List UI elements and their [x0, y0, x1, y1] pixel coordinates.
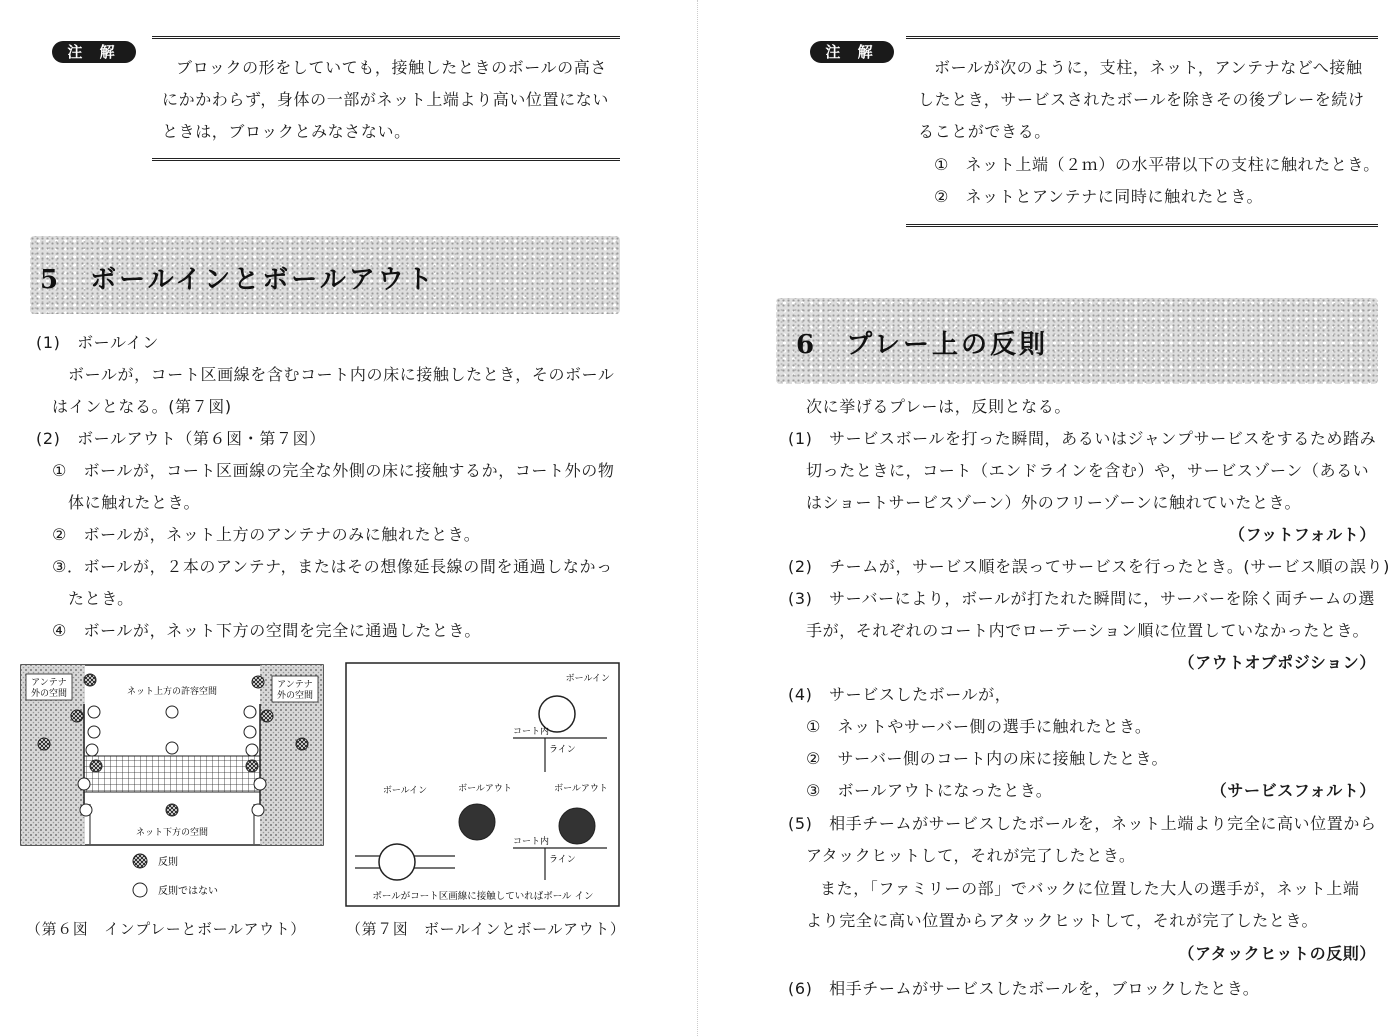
s6-line-20: (6) 相手チームがサービスしたボールを，ブロックしたとき。	[788, 979, 1260, 998]
s5-line-6: 体に触れたとき。	[68, 493, 201, 512]
s5-line-5: ① ボールが，コート区画線の完全な外側の床に接触するか，コート外の物	[52, 461, 615, 480]
note-line-3-right: ることができる。	[918, 122, 1051, 141]
s5-line-9: たとき。	[68, 589, 134, 608]
fig6-caption: （第６図 インプレーとボールアウト）	[26, 920, 306, 938]
s6-line-4: はショートサービスゾーン）外のフリーゾーンに触れていたとき。	[806, 493, 1302, 512]
s6-line-7: (3) サーバーにより，ボールが打たれた瞬間に，サーバーを除く両チームの選	[788, 589, 1375, 608]
fig6-foul-ball	[71, 710, 83, 722]
fig6-antenna-right-2: 外の空間	[276, 691, 314, 701]
fig7-ball-in-top: ボールイン	[565, 674, 610, 684]
s6-line-8: 手が，それぞれのコート内でローテーション順に位置していなかったとき。	[806, 621, 1370, 640]
note-line-5-right: ② ネットとアンテナに同時に触れたとき。	[934, 187, 1264, 206]
note-bottom-rule-right	[906, 224, 1378, 227]
fig6-above-label: ネット上方の許容空間	[126, 687, 218, 697]
fig6-legend-foul: 反則	[158, 857, 178, 868]
fig6-ok-ball	[166, 706, 178, 718]
s6-line-13: ③ ボールアウトになったとき。	[806, 781, 1053, 800]
note-top-rule-right	[906, 36, 1378, 39]
fig6-foul-ball	[246, 760, 258, 772]
figure-7	[345, 662, 621, 908]
fig7-line-label-2: ライン	[549, 855, 576, 865]
note-line-1-right: ボールが次のように，支柱，ネット，アンテナなどへ接触	[934, 58, 1363, 77]
fig6-antenna-left-2: 外の空間	[30, 689, 68, 699]
fig6-net	[84, 756, 260, 792]
s6-line-15: (5) 相手チームがサービスしたボールを，ネット上端より完全に高い位置から	[788, 814, 1377, 833]
s5-line-3: はインとなる。(第７図)	[52, 397, 232, 416]
s6-line-10: (4) サービスしたボールが，	[788, 685, 1012, 704]
note-line-2-right: したとき，サービスされたボールを除きその後プレーを続け	[918, 90, 1365, 109]
note-line-4-right: ① ネット上端（２ｍ）の水平帯以下の支柱に触れたとき。	[934, 155, 1380, 174]
fig6-foul-ball	[90, 760, 102, 772]
fig6-ok-ball	[166, 742, 178, 754]
fig6-ok-ball	[246, 744, 258, 756]
s6-line-12: ② サーバー側のコート内の床に接触したとき。	[806, 749, 1169, 768]
note-line-3-left: ときは，ブロックとみなさない。	[162, 122, 411, 141]
fig7-court-in-2: コート内	[513, 837, 550, 847]
s6-service-fault: （サービスフォルト）	[1210, 781, 1376, 800]
s6-line-17: また，「ファミリーの部」でバックに位置した大人の選手が，ネット上端	[820, 879, 1360, 898]
fig7-ball-out-right: ボールアウト	[554, 784, 608, 794]
fig6-foul-ball	[38, 738, 50, 750]
s5-line-1: (1) ボールイン	[36, 333, 159, 352]
s6-attack-hit-foul: （アタックヒットの反則）	[1178, 944, 1376, 963]
fig7-ball-in-left-ball	[379, 844, 415, 880]
s5-line-2: ボールが，コート区画線を含むコート内の床に接触したとき，そのボール	[68, 365, 615, 384]
s5-line-8: ③．ボールが，２本のアンテナ，またはその想像延長線の間を通過しなかっ	[52, 557, 613, 576]
s5-line-10: ④ ボールが，ネット下方の空間を完全に通過したとき。	[52, 621, 481, 640]
fig6-ok-ball	[254, 778, 266, 790]
note-bottom-rule-left	[152, 158, 620, 161]
note-badge-right: 注 解	[810, 41, 894, 63]
fig7-ball-in-left: ボールイン	[382, 786, 428, 796]
fig6-ok-ball	[80, 804, 92, 816]
fig6-ok-ball	[244, 726, 256, 738]
fig6-legend-ok-icon	[133, 883, 147, 897]
note-line-2-left: にかかわらず，身体の一部がネット上端より高い位置にない	[162, 90, 609, 109]
fig6-ok-ball	[88, 706, 100, 718]
fig6-foul-ball	[296, 738, 308, 750]
fig6-ok-ball	[244, 706, 256, 718]
fig6-below-label: ネット下方の空間	[135, 828, 209, 838]
s6-out-of-position: （アウトオブポジション）	[1178, 653, 1376, 672]
fig6-ok-ball	[88, 726, 100, 738]
note-line-1-left: ブロックの形をしていても，接触したときのボールの高さ	[176, 58, 607, 77]
fig7-bottom-note: ボールがコート区画線に接触していればボール イン	[372, 891, 594, 902]
page-divider	[697, 0, 698, 1036]
fig6-ok-ball	[78, 778, 90, 790]
fig6-foul-ball	[261, 710, 273, 722]
s6-line-3: 切ったときに，コート（エンドラインを含む）や，サービスゾーン（あるい	[806, 461, 1370, 480]
s6-line-6: (2) チームが，サービス順を誤ってサービスを行ったとき。(サービス順の誤り)	[788, 557, 1390, 576]
fig7-caption: （第７図 ボールインとボールアウト）	[346, 920, 626, 938]
fig6-legend-foul-icon	[133, 854, 147, 868]
s6-line-1: 次に挙げるプレーは，反則となる。	[806, 397, 1071, 416]
s6-line-2: (1) サービスボールを打った瞬間，あるいはジャンプサービスをするため踏み	[788, 429, 1377, 448]
fig6-antenna-right-1: アンテナ	[277, 680, 313, 690]
fig6-foul-ball	[252, 676, 264, 688]
note-top-rule-left	[152, 36, 620, 39]
fig6-foul-ball	[166, 804, 178, 816]
s6-line-16: アタックヒットして，それが完了したとき。	[806, 846, 1136, 865]
fig6-legend-ok: 反則ではない	[158, 886, 218, 897]
fig6-ok-ball	[86, 744, 98, 756]
fig7-ball-out-right-ball	[559, 808, 595, 844]
fig6-ok-ball	[252, 804, 264, 816]
s6-line-11: ① ネットやサーバー側の選手に触れたとき。	[806, 717, 1152, 736]
fig7-line-label-1: ライン	[549, 745, 576, 755]
s6-line-18: より完全に高い位置からアタックヒットして，それが完了したとき。	[806, 911, 1319, 930]
s5-line-4: (2) ボールアウト（第６図・第７図）	[36, 429, 326, 448]
fig6-foul-ball	[84, 674, 96, 686]
s5-line-7: ② ボールが，ネット上方のアンテナのみに触れたとき。	[52, 525, 481, 544]
fig7-court-in-1: コート内	[513, 727, 550, 737]
fig6-antenna-left-1: アンテナ	[31, 678, 67, 688]
note-badge-left: 注 解	[52, 41, 136, 63]
figure-6	[20, 664, 326, 908]
fig7-ball-out-mid: ボールアウト	[458, 784, 512, 794]
section5-heading: 5 ボールインとボールアウト	[40, 265, 436, 295]
s6-footfault: （フットフォルト）	[1228, 525, 1376, 544]
section6-heading: 6 プレー上の反則	[796, 330, 1049, 360]
fig7-ball-out-mid-ball	[459, 804, 495, 840]
